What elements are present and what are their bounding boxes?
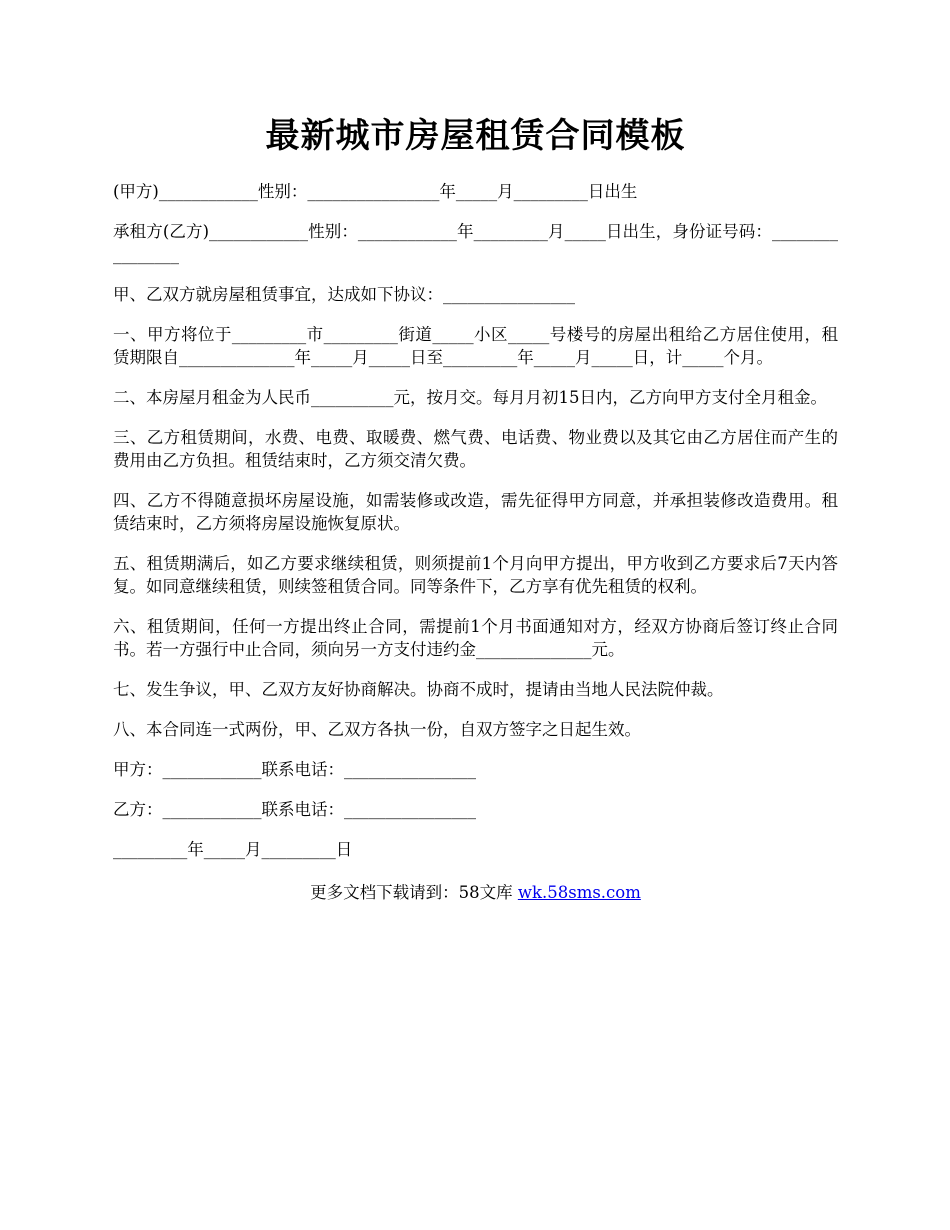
party-b-signature-line: 乙方：____________联系电话：________________ <box>113 800 476 819</box>
document-page <box>113 112 838 904</box>
clause-4: 四、乙方不得随意损坏房屋设施，如需装修或改造，需先征得甲方同意，并承担装修改造费用。租赁结束时，乙方须将房屋设施恢复原状。 <box>113 491 838 533</box>
clause-7: 七、发生争议，甲、乙双方友好协商解决。协商不成时，提请由当地人民法院仲裁。 <box>113 680 724 699</box>
clause-1: 一、甲方将位于_________市_________街道_____小区_____号楼号的房屋出租给乙方居住使用，租赁期限自______________年_____月_____日至_________年_____月_____日，计_____个月。 <box>113 325 838 367</box>
clause-2: 二、本房屋月租金为人民币__________元，按月交。每月月初15日内，乙方向甲方支付全月租金。 <box>113 388 827 407</box>
party-a-signature-line: 甲方：____________联系电话：________________ <box>113 760 476 779</box>
clause-5: 五、租赁期满后，如乙方要求继续租赁，则须提前1个月向甲方提出，甲方收到乙方要求后7天内答复。如同意继续租赁，则续签租赁合同。同等条件下，乙方享有优先租赁的权利。 <box>113 554 838 596</box>
date-line: _________年_____月_________日 <box>113 840 353 859</box>
document-title: 最新城市房屋租赁合同模板 <box>265 116 686 156</box>
clause-8: 八、本合同连一式两份，甲、乙双方各执一份，自双方签字之日起生效。 <box>113 720 641 739</box>
clause-6: 六、租赁期间，任何一方提出终止合同，需提前1个月书面通知对方，经双方协商后签订终止合同书。若一方强行中止合同，须向另一方支付违约金______________元。 <box>113 617 838 659</box>
footer-link[interactable]: wk.58sms.com <box>517 883 641 902</box>
clause-3: 三、乙方租赁期间，水费、电费、取暖费、燃气费、电话费、物业费以及其它由乙方居住而产生的费用由乙方负担。租赁结束时，乙方须交清欠费。 <box>113 428 838 470</box>
footer <box>113 881 838 904</box>
agreement-intro: 甲、乙双方就房屋租赁事宜，达成如下协议：________________ <box>113 285 575 304</box>
footer-text: 更多文档下载请到：58文库 <box>310 883 513 902</box>
party-a-info: (甲方)____________性别：________________年_____月_________日出生 <box>113 182 638 201</box>
party-b-info: 承租方(乙方)____________性别：____________年_________月_____日出生，身份证号码：________________ <box>113 222 838 264</box>
